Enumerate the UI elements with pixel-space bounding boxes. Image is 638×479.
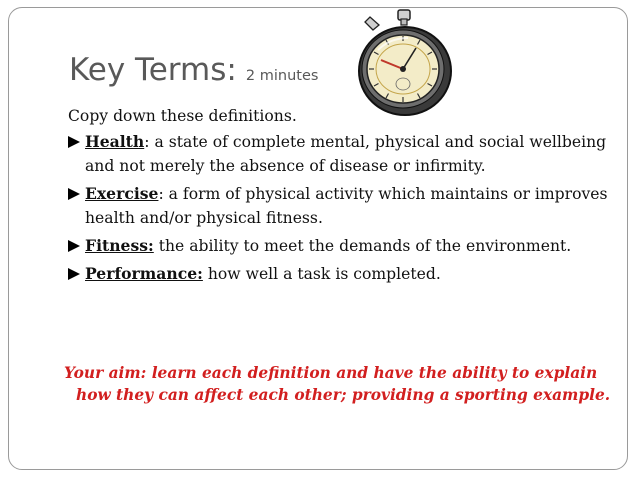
definition-text: the ability to meet the demands of the environment.: [158, 237, 572, 255]
bullet-arrow-icon: [68, 240, 80, 252]
bullet-arrow-icon: [68, 188, 80, 200]
bullet-arrow-icon: [68, 136, 80, 148]
term-health: Health: [85, 132, 145, 151]
bullet-arrow-icon: [68, 268, 80, 280]
intro-text: Copy down these definitions.: [68, 107, 297, 125]
term-exercise: Exercise: [85, 184, 159, 203]
term-separator: :: [144, 133, 155, 151]
title-time-note: 2 minutes: [245, 68, 319, 84]
definition-text: how well a task is completed.: [207, 265, 441, 283]
definition-exercise: [68, 182, 608, 230]
definitions-body: [68, 104, 608, 290]
title-text: Key Terms:: [69, 52, 237, 88]
page-title: [69, 52, 318, 88]
definition-text: a form of physical activity which maintains or improves health and/or physical fitness.: [85, 185, 608, 227]
aim-statement: Your aim: learn each definition and have the ability to explain how they can affect each other; providing a sporting example.: [64, 364, 611, 404]
term-separator: :: [158, 185, 169, 203]
term-fitness: Fitness:: [85, 236, 154, 255]
definition-fitness: [68, 234, 608, 258]
definition-health: [68, 130, 608, 178]
term-performance: Performance:: [85, 264, 203, 283]
definition-text: a state of complete mental, physical and social wellbeing and not merely the absence of disease or infirmity.: [85, 133, 607, 175]
definition-performance: [68, 262, 608, 286]
